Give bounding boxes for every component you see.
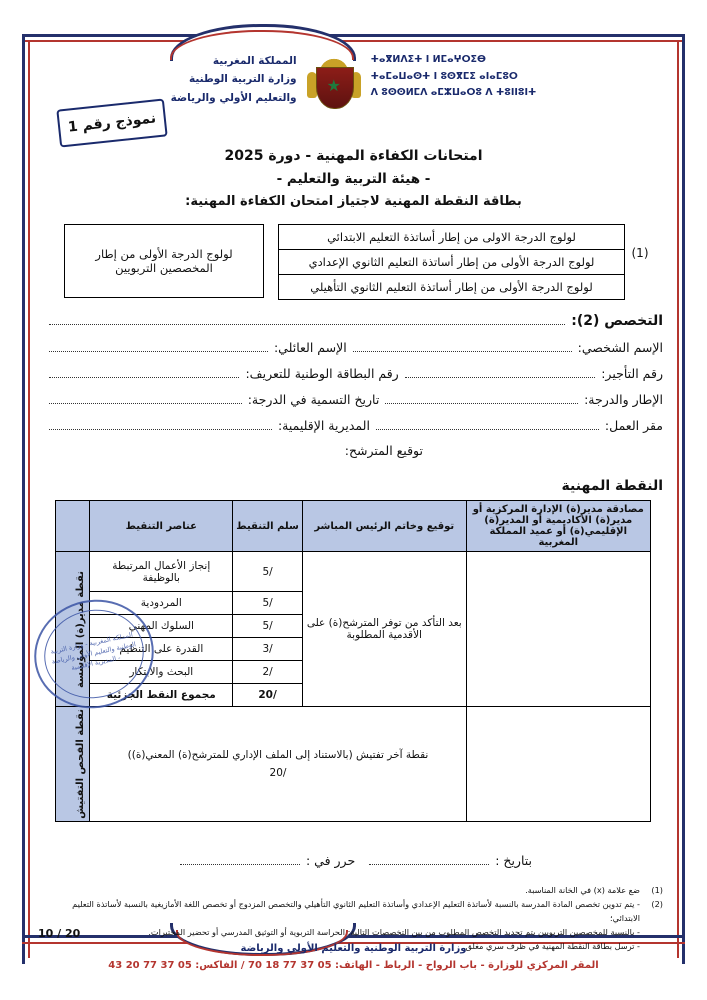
header-ministry-2: والتعليم الأولي والرياضة — [170, 91, 297, 104]
tifinagh-ministry-2: ⴷ ⵓⵙⵙⵍⵎⴷ ⴰⵎⵣⵡⴰⵔⵓ ⴷ ⵜⵓⵏⵏⵓⵏⵜ — [370, 87, 537, 99]
grade-footnote-index: (1) — [631, 246, 649, 260]
header-elements: عناصر التنقيط — [90, 501, 233, 552]
field-row-2 — [43, 391, 663, 407]
field-specialty-row — [43, 312, 663, 329]
field-workplace-label: مقر العمل: — [604, 418, 663, 433]
header-validation: مصادقة مدير(ة) الإدارة المركزية أو مدير(ة) الأكاديمية أو المدير(ة) الإقليمي(ة) أو عميد المملكة المغربية — [466, 501, 650, 552]
side-label-inspection — [56, 707, 90, 822]
field-cin-label: رقم البطاقة الوطنية للتعريف: — [245, 366, 399, 381]
field-payroll-input[interactable] — [405, 365, 595, 378]
header-side-blank — [56, 501, 90, 552]
inspection-text: نقطة آخر تفتيش (بالاستناد إلى الملف الإداري للمترشح(ة) المعني(ة)) — [127, 748, 429, 761]
cell-scale-3: /3 — [233, 638, 303, 661]
footnote-0-text: ضع علامة (x) في الخانة المناسبة. — [525, 885, 640, 895]
field-frame-grade-label: الإطار والدرجة: — [584, 392, 663, 407]
field-frame-grade-input[interactable] — [385, 391, 578, 404]
candidate-fields — [43, 312, 663, 458]
emblem-star-icon: ★ — [326, 76, 341, 95]
footnote-0-index: (1) — [651, 885, 663, 895]
table-row — [56, 552, 651, 592]
closing-date-label: بتاريخ : — [495, 853, 533, 868]
closing-place — [174, 852, 355, 868]
grade-option-0[interactable]: لولوج الدرجة الاولى من إطار أساتذة التعليم الابتدائي — [279, 225, 624, 250]
footnote-2 — [43, 926, 663, 940]
closing-date — [363, 852, 532, 868]
table-header-row — [56, 501, 651, 552]
model-number-badge: نموذج رقم 1 — [56, 98, 167, 147]
field-directorate-label: المديرية الإقليمية: — [277, 418, 370, 433]
header-kingdom: المملكة المغربية — [212, 55, 297, 67]
inspection-scale: /20 — [269, 766, 287, 779]
cell-signature-note: بعد التأكد من توفر المترشح(ة) على الأقدمية المطلوبة — [302, 552, 466, 707]
cell-scale-2: /5 — [233, 615, 303, 638]
field-last-name-input[interactable] — [49, 339, 268, 352]
field-directorate-input[interactable] — [49, 417, 272, 430]
field-row-3 — [43, 417, 663, 433]
closing-line — [43, 852, 663, 868]
field-row-1 — [43, 365, 663, 381]
header-ministry: وزارة التربية الوطنية — [188, 73, 297, 86]
grade-option-specialists[interactable]: لولوج الدرجة الأولى من إطار المخصصين التربويين — [64, 224, 264, 298]
cell-validation-value[interactable] — [466, 552, 650, 707]
table-row-inspection — [56, 707, 651, 822]
footnote-0 — [43, 884, 663, 898]
cell-inspection-validation[interactable] — [466, 707, 650, 822]
top-decorative-band — [0, 0, 707, 56]
cell-scale-4: /2 — [233, 661, 303, 684]
footnote-3-text: - ترسل بطاقة النقطة المهنية في ظرف سري مغلق. — [462, 940, 640, 951]
header-text-tifinagh — [371, 52, 537, 102]
field-specialty-input[interactable] — [49, 312, 565, 325]
footnote-2-index — [645, 926, 663, 940]
professional-note-title: النقطة المهنية — [561, 478, 663, 494]
cell-scale-0: /5 — [233, 552, 303, 592]
cell-element-0: إنجاز الأعمال المرتبطة بالوظيفة — [90, 552, 233, 592]
footnote-1 — [43, 898, 663, 926]
field-first-name-label: الإسم الشخصي: — [577, 340, 663, 355]
closing-date-input[interactable] — [369, 852, 489, 865]
title-card: بطاقة النقطة المهنية لاجتياز امتحان الكفاءة المهنية: — [185, 194, 522, 209]
field-payroll-label: رقم التأجير: — [601, 366, 663, 381]
cell-element-2: السلوك المهني — [90, 615, 233, 638]
field-cin-input[interactable] — [49, 365, 239, 378]
side-label-inspection-text: نقطة الفحص التفتيش — [75, 709, 87, 819]
title-body: - هيئة التربية والتعليم - — [276, 171, 431, 187]
band-line-blue — [22, 34, 685, 37]
footnote-2-text: - بالنسبة للمخصصين التربويين يتم تحديد التخصص المطلوب من بين التخصصات التالية: الحراسة التربوية أو التوثيق المدرسي أو تحضير المختبرات. — [148, 926, 640, 937]
grade-option-2[interactable]: لولوج الدرجة الأولى من إطار أساتذة التعليم الثانوي التأهيلي — [310, 280, 593, 294]
footnote-1-text: - يتم تدوين تخصص المادة المدرسة بالنسبة لأساتذة التعليم الإعدادي وأساتذة التعليم الثانوي التأهيلي والتخصص المزدوج أو تخصص اللغة الأمازيغية بالنسبة لأساتذة التعليم الابتدائي؛ — [72, 898, 640, 923]
closing-place-label: حرر في : — [305, 853, 356, 868]
header-signature: توقيع وخاتم الرئيس المباشر — [302, 501, 466, 552]
footer-line-1: وزارة التربية الوطنية والتعليم الأولي والرياضة — [240, 943, 467, 954]
field-workplace-input[interactable] — [376, 417, 599, 430]
grade-option-1[interactable]: لولوج الدرجة الأولى من إطار أساتذة التعليم الثانوي الإعدادي — [279, 250, 624, 275]
title-exam: امتحانات الكفاءة المهنية - دورة 2025 — [224, 148, 483, 164]
footer-line-2: المقر المركزي للوزارة - باب الرواح - الرباط - الهاتف: 05 37 77 18 70 / الفاكس: 05 37 77 20 43 — [108, 960, 599, 971]
field-first-name-input[interactable] — [353, 339, 572, 352]
cell-element-total: مجموع النقط الجزئية — [90, 684, 233, 707]
cell-scale-1: /5 — [233, 592, 303, 615]
cell-element-1: المردودية — [90, 592, 233, 615]
page-number: 10 / 20 — [38, 927, 81, 940]
header-text-arabic — [171, 52, 297, 107]
field-last-name-label: الإسم العائلي: — [273, 340, 347, 355]
table-header — [56, 501, 651, 552]
side-label-director-text: نقطة مدير(ة) المؤسسة — [75, 570, 87, 688]
official-stamp-inner: المملكة المغربية - وزارة التربية الوطنية والتعليم الأولي والرياضة - المديرية الإقليمية — [36, 601, 152, 708]
cell-inspection-text — [90, 707, 466, 822]
footnote-1-index: (2) — [651, 898, 663, 909]
document-titles — [0, 148, 707, 209]
field-appointment-date-input[interactable] — [49, 391, 242, 404]
field-candidate-signature-label: توقيع المترشح: — [344, 443, 423, 458]
field-appointment-date-label: تاريخ التسمية في الدرجة: — [247, 392, 380, 407]
cell-element-4: البحث والابتكار — [90, 661, 233, 684]
morocco-emblem-icon — [307, 54, 361, 116]
tifinagh-ministry: ⵜⴰⵎⴰⵡⴰⵙⵜ ⵏ ⵓⵙⴳⵎⵉ ⴰⵏⴰⵎⵓⵔ — [370, 70, 518, 82]
field-specialty-label: التخصص (2): — [571, 313, 663, 329]
cell-element-3: القدرة على التنظيم — [90, 638, 233, 661]
field-row-0 — [43, 339, 663, 355]
grade-options-area — [55, 224, 655, 300]
band-line-red — [22, 40, 685, 42]
document-footer — [0, 940, 707, 974]
table-body — [56, 552, 651, 822]
header-scale: سلم التنقيط — [233, 501, 303, 552]
closing-place-input[interactable] — [180, 852, 300, 865]
tifinagh-kingdom: ⵜⴰⴳⵍⴷⵉⵜ ⵏ ⵍⵎⴰⵖⵔⵉⴱ — [370, 54, 486, 65]
cell-scale-total: /20 — [233, 684, 303, 707]
grade-options-table — [278, 224, 625, 300]
